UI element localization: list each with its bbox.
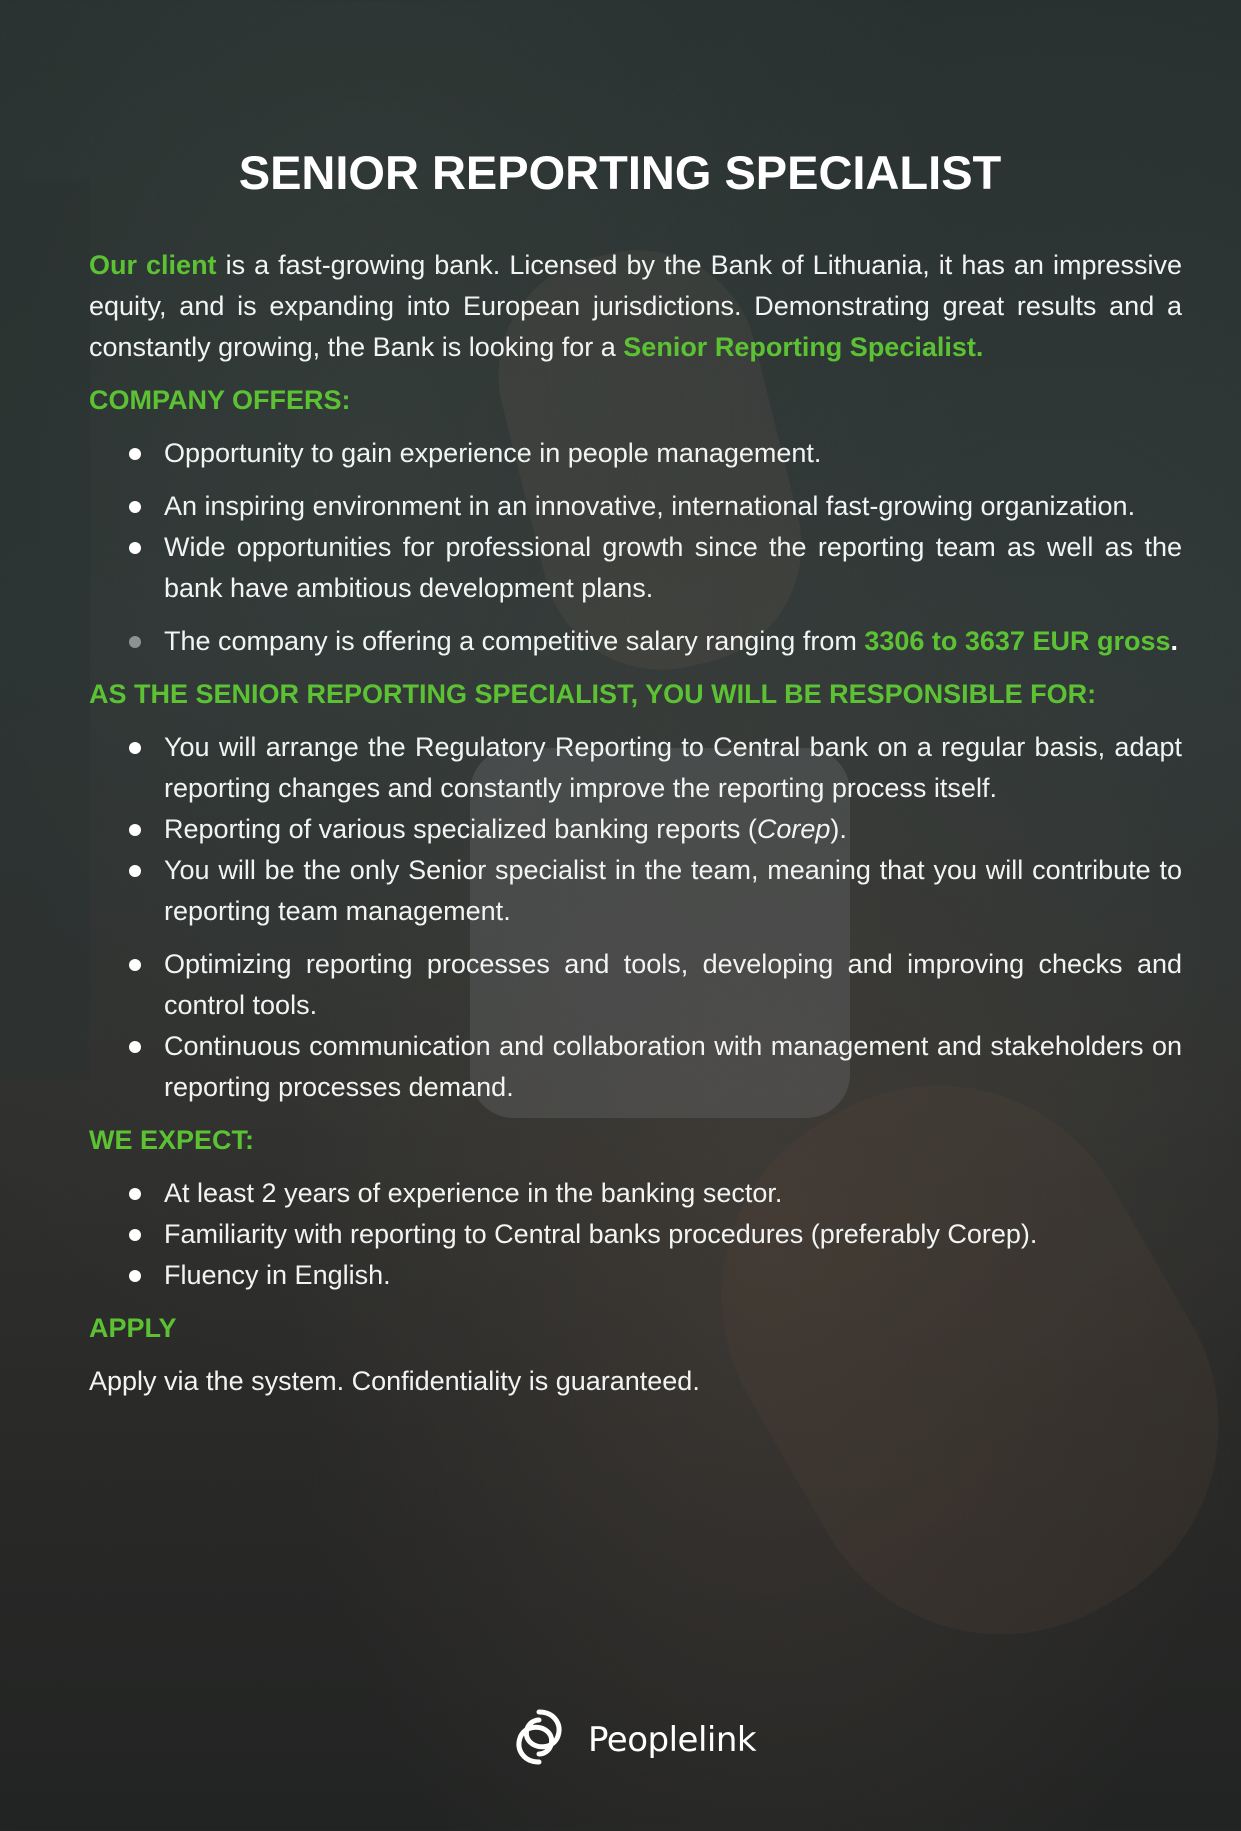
client-label: Our client [89, 250, 217, 280]
salary-suffix: . [1170, 626, 1178, 656]
offers-heading: COMPANY OFFERS: [89, 385, 351, 415]
list-item: Opportunity to gain experience in people management. [89, 433, 1182, 474]
job-content [89, 245, 1182, 1402]
list-item: At least 2 years of experience in the banking sector. [89, 1173, 1182, 1214]
page-title: SENIOR REPORTING SPECIALIST [238, 146, 1002, 199]
responsibilities-heading: AS THE SENIOR REPORTING SPECIALIST, YOU WILL BE RESPONSIBLE FOR: [89, 679, 1097, 709]
salary-item [89, 621, 1182, 662]
salary-prefix: The company is offering a competitive salary ranging from [164, 626, 865, 656]
peoplelink-logo-icon [508, 1706, 570, 1773]
intro-text: is a fast-growing bank. Licensed by the Bank of Lithuania, it has an impressive equity, and is expanding into European jurisdictions. Demonstrating great results and a constantly growing, the Bank is looking for a [89, 250, 1182, 362]
list-item: You will be the only Senior specialist in the team, meaning that you will contribute to reporting team management. [89, 850, 1182, 932]
list-item [89, 809, 1182, 850]
role-highlight: Senior Reporting Specialist. [623, 332, 984, 362]
corep-suffix: ). [830, 814, 847, 844]
list-item: You will arrange the Regulatory Reporting to Central bank on a regular basis, adapt reporting changes and constantly improve the reporting process itself. [89, 727, 1182, 809]
peoplelink-logo [508, 1706, 756, 1773]
apply-heading: APPLY [89, 1313, 177, 1343]
offers-list [89, 433, 1182, 662]
list-item: Optimizing reporting processes and tools, developing and improving checks and control tools. [89, 944, 1182, 1026]
background-panel [0, 180, 90, 1080]
expect-heading: WE EXPECT: [89, 1125, 255, 1155]
apply-text: Apply via the system. Confidentiality is guaranteed. [89, 1366, 700, 1396]
list-item: An inspiring environment in an innovative, international fast-growing organization. [89, 486, 1182, 527]
list-item: Familiarity with reporting to Central banks procedures (preferably Corep). [89, 1214, 1182, 1255]
corep-prefix: Reporting of various specialized banking reports ( [164, 814, 757, 844]
corep-term: Corep [756, 814, 831, 844]
list-item: Wide opportunities for professional growth since the reporting team as well as the bank have ambitious development plans. [89, 527, 1182, 609]
logo-text: Peoplelink [588, 1719, 757, 1760]
salary-value: 3306 to 3637 EUR gross [864, 626, 1171, 656]
responsibilities-list [89, 727, 1182, 1108]
list-item: Continuous communication and collaboration with management and stakeholders on reporting processes demand. [89, 1026, 1182, 1108]
intro-paragraph [89, 245, 1182, 368]
expect-list [89, 1173, 1182, 1296]
list-item: Fluency in English. [89, 1255, 1182, 1296]
